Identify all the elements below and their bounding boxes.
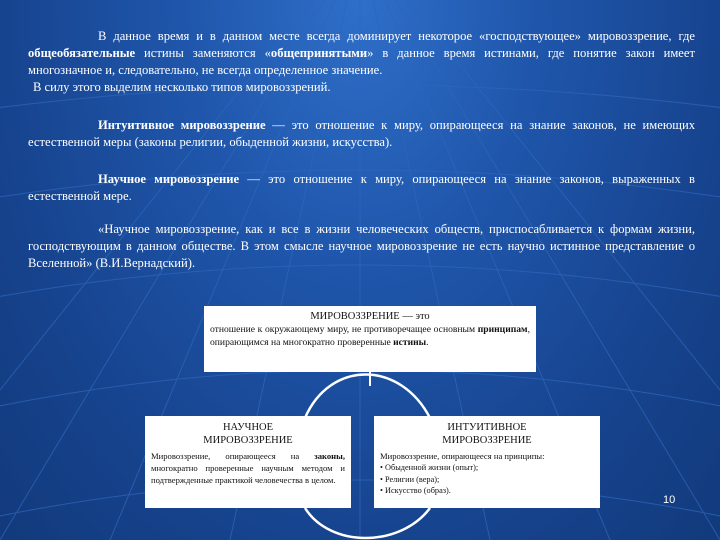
scientific-box-text xyxy=(151,450,345,486)
scientific-text-c: многократно проверенные научным методом и подтвержденные практикой человечества в целом. xyxy=(151,463,345,485)
intuitive-title-line2: МИРОВОЗЗРЕНИЕ xyxy=(442,435,532,446)
worldview-principles: принципам xyxy=(477,324,528,335)
p1-term-obligatory: общеобязательные xyxy=(28,46,136,60)
p1-term-accepted: общепринятыми xyxy=(270,46,368,60)
p1-text-f: В силу этого выделим несколько типов мировоззрений. xyxy=(33,80,331,94)
scientific-worldview-box xyxy=(145,416,351,508)
scientific-laws: законы, xyxy=(314,451,345,461)
p1-text-e: » в данное время истинами, где понятие закон имеет многозначное и, следовательно, не всегда определенное значение. xyxy=(28,46,695,77)
list-item: • Обыденной жизни (опыт); xyxy=(380,463,479,472)
intuitive-definition: — это отношение к миру, опирающееся на знание законов, не имеющих естественной меры (законы религии, обыденной жизни, искусства). xyxy=(28,118,696,149)
worldview-box-title: МИРОВОЗЗРЕНИЕ — это xyxy=(310,311,430,322)
scientific-title-line1: НАУЧНОЕ xyxy=(222,422,274,433)
p1-text-a: В данное время и в данном месте всегда доминирует некоторое «господствующее» мировоззрение, где xyxy=(98,29,695,43)
list-item: • Искусство (образ). xyxy=(380,486,451,495)
scientific-term: Научное мировоззрение xyxy=(98,172,240,186)
worldview-definition-box xyxy=(204,306,536,372)
intuitive-box-title xyxy=(380,421,594,447)
worldview-text-c: , опирающимся на многократно проверенные xyxy=(210,324,530,348)
p1-text-c: истины заменяются « xyxy=(135,46,271,60)
intuitive-box-intro: Мировоззрение, опирающееся на принципы: xyxy=(380,451,545,461)
intro-paragraph xyxy=(28,28,695,96)
scientific-definition-paragraph xyxy=(28,171,695,205)
scientific-definition: — это отношение к миру, опирающееся на знание законов, выраженных в естественной мере. xyxy=(28,172,696,203)
page-number: 10 xyxy=(663,494,676,506)
vernadsky-quote: «Научное мировоззрение, как и все в жизни человеческих обществ, приспосабливается к формам жизни, господствующим в данном обществе. В этом смысле научное мировоззрение не есть научно истинное представление о Вселенной» (В.И.Вернадский). xyxy=(28,222,695,270)
intuitive-worldview-box xyxy=(374,416,600,508)
worldview-box-text xyxy=(210,323,530,349)
scientific-box-title xyxy=(151,421,345,447)
intuitive-title-line1: ИНТУИТИВНОЕ xyxy=(447,422,527,433)
worldview-truths: истины xyxy=(393,337,427,348)
scientific-title-line2: МИРОВОЗЗРЕНИЕ xyxy=(203,435,293,446)
scientific-text-a: Мировоззрение, опирающееся на xyxy=(151,451,315,461)
intuitive-term: Интуитивное мировоззрение xyxy=(98,118,266,132)
worldview-text-a: отношение к окружающему миру, не противоречащее основным xyxy=(210,324,478,335)
worldview-text-e: . xyxy=(426,337,429,348)
vernadsky-quote-paragraph xyxy=(28,221,695,272)
intuitive-principles-list xyxy=(380,462,594,497)
intuitive-definition-paragraph xyxy=(28,117,695,151)
list-item: • Религии (вера); xyxy=(380,474,440,484)
